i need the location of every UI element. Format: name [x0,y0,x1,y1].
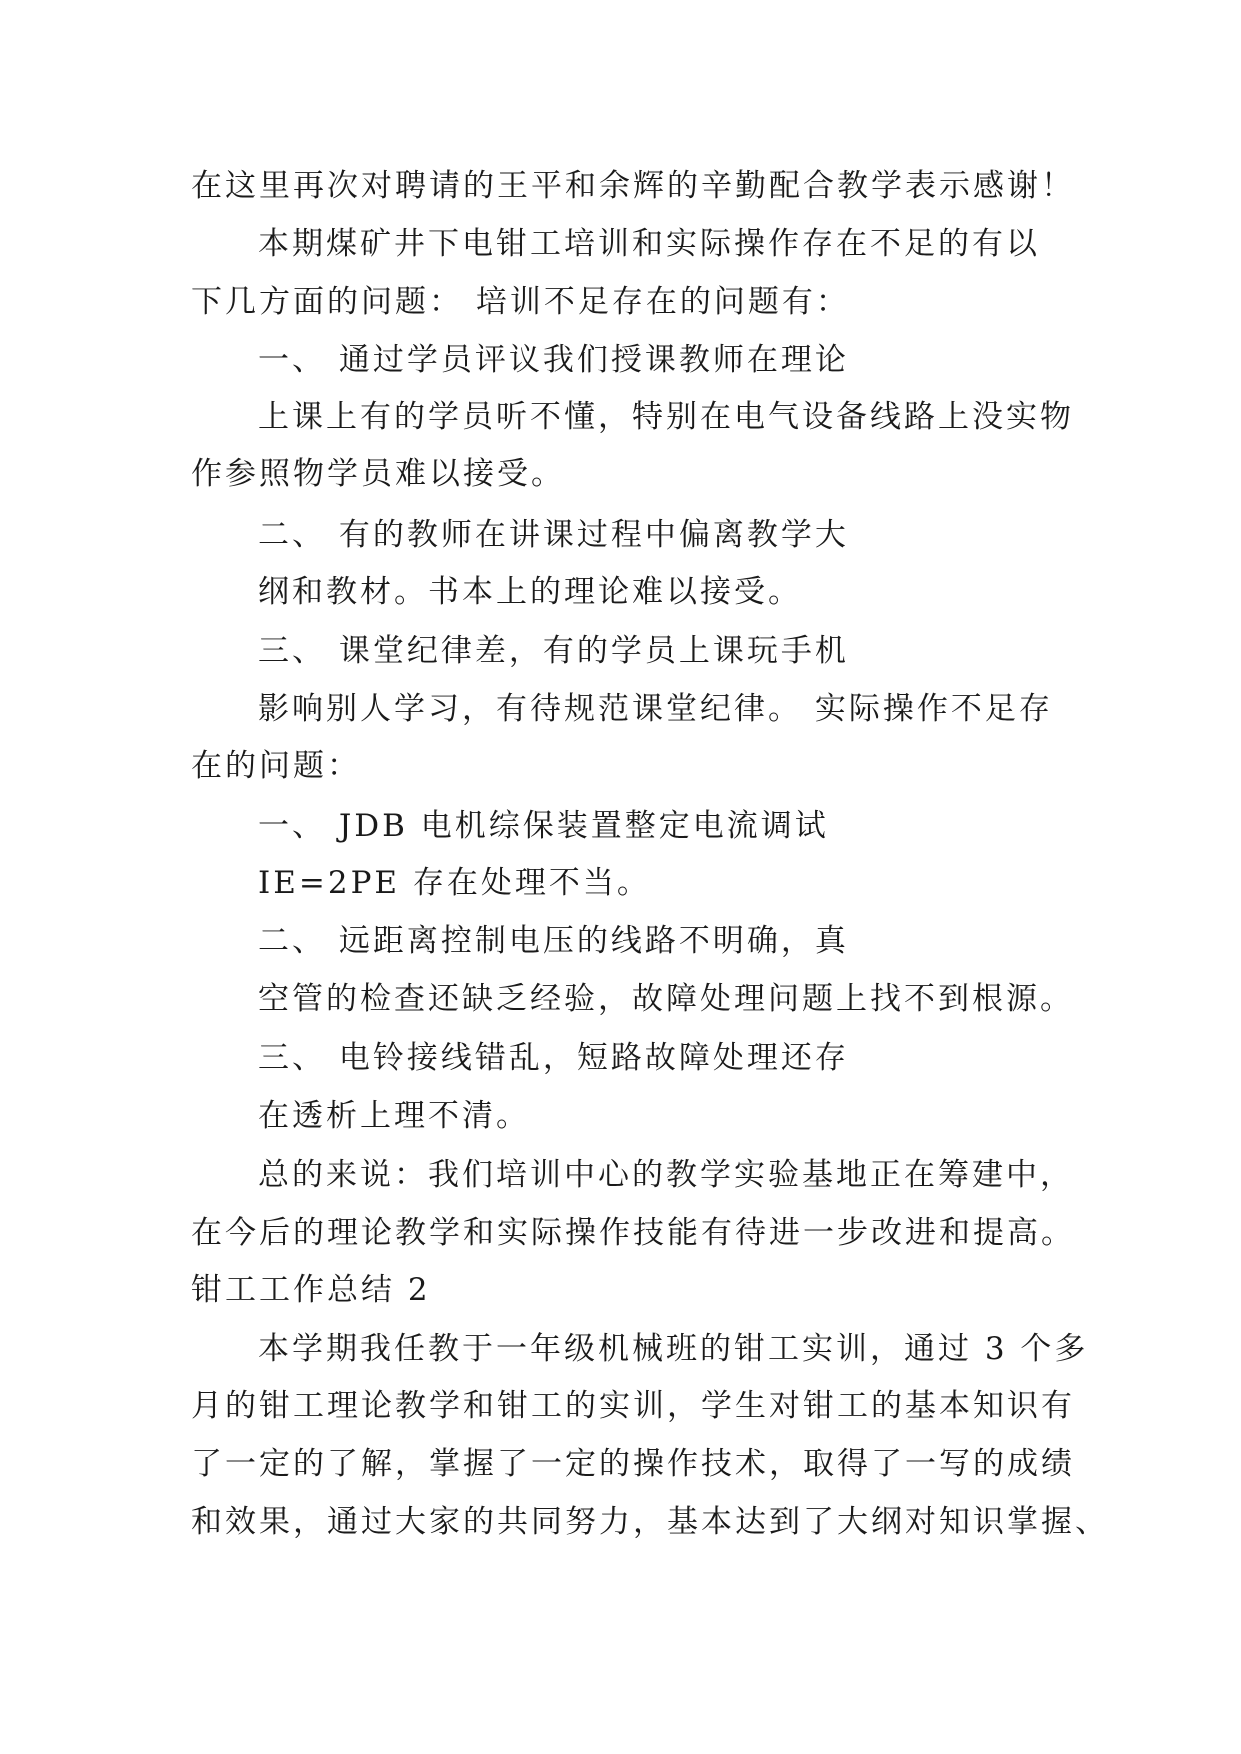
text-line: 三、 课堂纪律差，有的学员上课玩手机 [258,633,849,669]
text-line: 下几方面的问题： 培训不足存在的问题有： [191,284,850,320]
text-line: 了一定的了解，掌握了一定的操作技术，取得了一写的成绩 [191,1446,1075,1482]
text-line: 二、 有的教师在讲课过程中偏离教学大 [258,517,849,553]
text-line: 三、 电铃接线错乱，短路故障处理还存 [258,1040,849,1076]
text-line: 一、 JDB 电机综保装置整定电流调试 [258,808,829,844]
text-line: 作参照物学员难以接受。 [191,456,565,492]
text-line: 本学期我任教于一年级机械班的钳工实训，通过 3 个多 [258,1331,1089,1367]
text-line: 二、 远距离控制电压的线路不明确，真 [258,923,849,959]
text-line: 在的问题： [191,748,361,784]
text-line: 在今后的理论教学和实际操作技能有待进一步改进和提高。 [191,1215,1075,1251]
text-line: 在透析上理不清。 [258,1098,530,1134]
text-line: 月的钳工理论教学和钳工的实训，学生对钳工的基本知识有 [191,1388,1075,1424]
text-line: 一、 通过学员评议我们授课教师在理论 [258,342,849,378]
text-line: 本期煤矿井下电钳工培训和实际操作存在不足的有以 [258,226,1040,262]
text-line: IE=2PE 存在处理不当。 [258,865,651,901]
text-line: 影响别人学习，有待规范课堂纪律。 实际操作不足存 [258,691,1053,727]
text-line: 和效果，通过大家的共同努力，基本达到了大纲对知识掌握、 [191,1504,1109,1540]
section-heading: 钳工工作总结 2 [191,1272,431,1308]
text-line: 上课上有的学员听不懂，特别在电气设备线路上没实物 [258,399,1074,435]
text-line: 纲和教材。书本上的理论难以接受。 [258,574,802,610]
text-line: 空管的检查还缺乏经验，故障处理问题上找不到根源。 [258,981,1074,1017]
text-line: 在这里再次对聘请的王平和余辉的辛勤配合教学表示感谢！ [191,168,1075,204]
text-line: 总的来说：我们培训中心的教学实验基地正在筹建中， [258,1157,1074,1193]
